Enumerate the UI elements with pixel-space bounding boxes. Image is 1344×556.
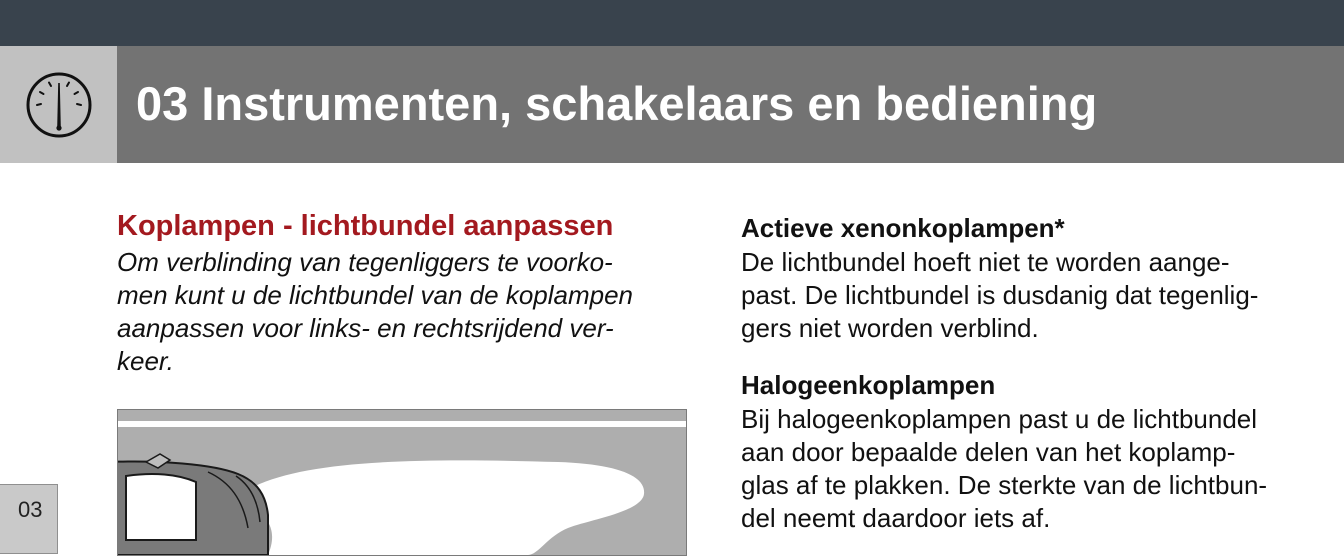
top-bar	[0, 0, 1344, 46]
chapter-title-band	[117, 46, 1344, 163]
intro-text: Om verblinding van tegenliggers te voorko- men kunt u de lichtbundel van de koplampen aanpassen voor links- en rechtsrijdend ver- keer.	[117, 247, 634, 376]
halogen-heading: Halogeenkoplampen	[741, 370, 996, 400]
chapter-tab-label: 03	[18, 497, 43, 522]
xenon-heading: Actieve xenonkoplampen*	[741, 213, 1065, 243]
chapter-tab	[0, 484, 58, 554]
section-spacer	[741, 345, 1331, 367]
right-column	[741, 210, 1331, 535]
chapter-title: 03 Instrumenten, schakelaars en bediening	[136, 77, 1098, 130]
headlight-beam-figure	[117, 409, 687, 556]
car-headlight-beam-illustration	[118, 410, 686, 555]
xenon-text: De lichtbundel hoeft niet te worden aange- past. De lichtbundel is dusdanig dat tegenlig- gers niet worden verblind.	[741, 247, 1259, 343]
section-heading: Koplampen - lichtbundel aanpassen	[117, 210, 614, 242]
halogen-text: Bij halogeenkoplampen past u de lichtbundel aan door bepaalde delen van het koplamp- glas af te plakken. De sterkte van de lichtbun- del neemt daardoor iets af.	[741, 404, 1268, 533]
chapter-icon-box	[0, 46, 117, 163]
gauge-icon	[25, 71, 93, 139]
left-column	[117, 206, 687, 378]
